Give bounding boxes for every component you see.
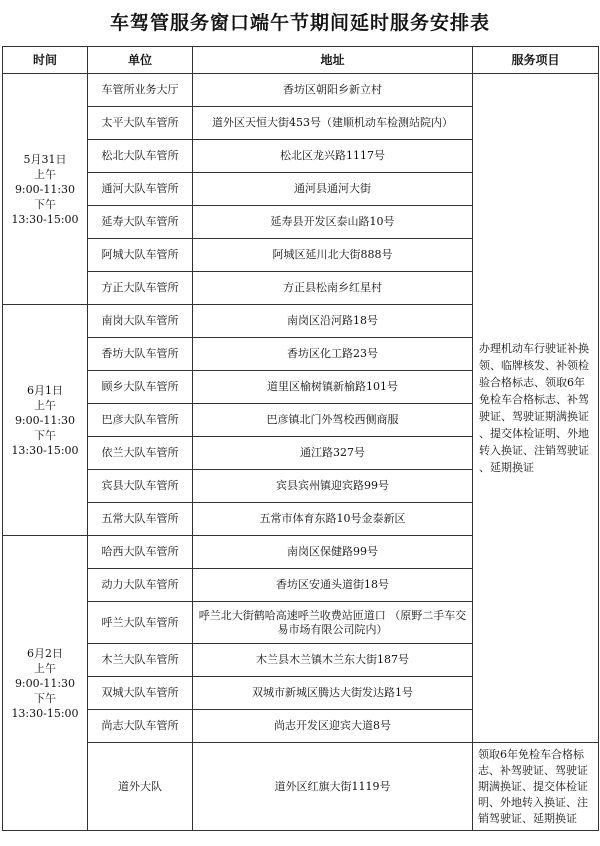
time-cell-may31 xyxy=(3,74,88,305)
service-line: 销驾驶证、延期换证 xyxy=(478,811,577,825)
table-row xyxy=(3,743,599,831)
morning-hours: 9:00-11:30 xyxy=(14,413,76,427)
unit-cell: 通河大队车管所 xyxy=(88,173,193,206)
unit-cell: 巴彦大队车管所 xyxy=(88,404,193,437)
address-cell: 南岗区沿河路18号 xyxy=(193,305,473,338)
service-line: 、提交体检证明、外地 xyxy=(479,427,589,440)
address-cell: 道外区红旗大街1119号 xyxy=(193,743,473,831)
address-cell: 尚志开发区迎宾大道8号 xyxy=(193,710,473,743)
afternoon-hours: 13:30-15:00 xyxy=(11,212,79,226)
header-row xyxy=(3,47,599,74)
unit-cell: 木兰大队车管所 xyxy=(88,644,193,677)
unit-cell: 道外大队 xyxy=(88,743,193,831)
unit-cell: 延寿大队车管所 xyxy=(88,206,193,239)
service-line: 转入换证、注销驾驶证 xyxy=(479,444,589,457)
header-time: 时间 xyxy=(3,47,88,74)
morning-hours: 9:00-11:30 xyxy=(14,182,76,196)
address-cell: 通河县通河大街 xyxy=(193,173,473,206)
service-line: 期满换证、提交体检证 xyxy=(478,779,588,793)
table-row xyxy=(3,74,599,107)
service-line: 驶证、驾驶证期满换证 xyxy=(479,410,589,423)
address-cell: 双城市新城区腾达大街发达路1号 xyxy=(193,677,473,710)
morning-label: 上午 xyxy=(34,167,56,181)
unit-cell: 香坊大队车管所 xyxy=(88,338,193,371)
unit-cell: 五常大队车管所 xyxy=(88,503,193,536)
service-line: 办理机动车行驶证补换 xyxy=(479,342,589,355)
date-label: 6月2日 xyxy=(27,646,63,660)
afternoon-hours: 13:30-15:00 xyxy=(11,443,79,457)
address-cell: 方正县松南乡红星村 xyxy=(193,272,473,305)
afternoon-hours: 13:30-15:00 xyxy=(11,706,79,720)
unit-cell: 尚志大队车管所 xyxy=(88,710,193,743)
schedule-table xyxy=(2,46,599,831)
morning-hours: 9:00-11:30 xyxy=(14,676,76,690)
time-cell-jun2 xyxy=(3,536,88,831)
address-cell: 香坊区安通头道街18号 xyxy=(193,569,473,602)
address-cell: 通江路327号 xyxy=(193,437,473,470)
unit-cell: 松北大队车管所 xyxy=(88,140,193,173)
address-cell: 延寿县开发区泰山路10号 xyxy=(193,206,473,239)
morning-label: 上午 xyxy=(34,398,56,412)
header-address: 地址 xyxy=(193,47,473,74)
address-cell: 阿城区延川北大街888号 xyxy=(193,239,473,272)
unit-cell: 双城大队车管所 xyxy=(88,677,193,710)
service-cell-last xyxy=(473,743,599,831)
afternoon-label: 下午 xyxy=(34,197,56,211)
service-line: 领取6年免检车合格标 xyxy=(478,747,584,761)
unit-cell: 呼兰大队车管所 xyxy=(88,602,193,644)
date-label: 5月31日 xyxy=(23,152,67,166)
service-line: 明、外地转入换证、注 xyxy=(478,795,588,809)
date-label: 6月1日 xyxy=(27,383,63,397)
unit-cell: 依兰大队车管所 xyxy=(88,437,193,470)
unit-cell: 车管所业务大厅 xyxy=(88,74,193,107)
address-cell: 道里区榆树镇新榆路101号 xyxy=(193,371,473,404)
unit-cell: 宾县大队车管所 xyxy=(88,470,193,503)
address-cell: 木兰县木兰镇木兰东大街187号 xyxy=(193,644,473,677)
service-line: 免检车合格标志、补驾 xyxy=(479,393,589,406)
unit-cell: 太平大队车管所 xyxy=(88,107,193,140)
unit-cell: 阿城大队车管所 xyxy=(88,239,193,272)
morning-label: 上午 xyxy=(34,661,56,675)
unit-cell: 南岗大队车管所 xyxy=(88,305,193,338)
address-cell: 道外区天恒大街453号（建顺机动车检测站院内） xyxy=(193,107,473,140)
unit-cell: 方正大队车管所 xyxy=(88,272,193,305)
header-service: 服务项目 xyxy=(473,47,599,74)
time-cell-jun1 xyxy=(3,305,88,536)
unit-cell: 动力大队车管所 xyxy=(88,569,193,602)
address-cell: 香坊区朝阳乡新立村 xyxy=(193,74,473,107)
afternoon-label: 下午 xyxy=(34,428,56,442)
unit-cell: 哈西大队车管所 xyxy=(88,536,193,569)
service-line: 验合格标志、领取6年 xyxy=(479,376,585,389)
address-cell: 宾县宾州镇迎宾路99号 xyxy=(193,470,473,503)
service-line: 志、补驾驶证、驾驶证 xyxy=(478,763,588,777)
afternoon-label: 下午 xyxy=(34,691,56,705)
page-title: 车驾管服务窗口端午节期间延时服务安排表 xyxy=(109,12,490,34)
service-cell-main xyxy=(473,74,599,743)
address-cell: 香坊区化工路23号 xyxy=(193,338,473,371)
service-line: 、延期换证 xyxy=(479,461,534,474)
address-cell: 巴彦镇北门外驾校西侧商服 xyxy=(193,404,473,437)
address-cell: 南岗区保健路99号 xyxy=(193,536,473,569)
unit-cell: 顾乡大队车管所 xyxy=(88,371,193,404)
address-cell: 呼兰北大街鹤哈高速呼兰收费站匝道口 （原野二手车交易市场有限公司院内） xyxy=(193,602,473,644)
header-unit: 单位 xyxy=(88,47,193,74)
service-line: 领、临牌核发、补领检 xyxy=(479,359,589,372)
address-cell: 五常市体育东路10号金泰新区 xyxy=(193,503,473,536)
address-cell: 松北区龙兴路1117号 xyxy=(193,140,473,173)
